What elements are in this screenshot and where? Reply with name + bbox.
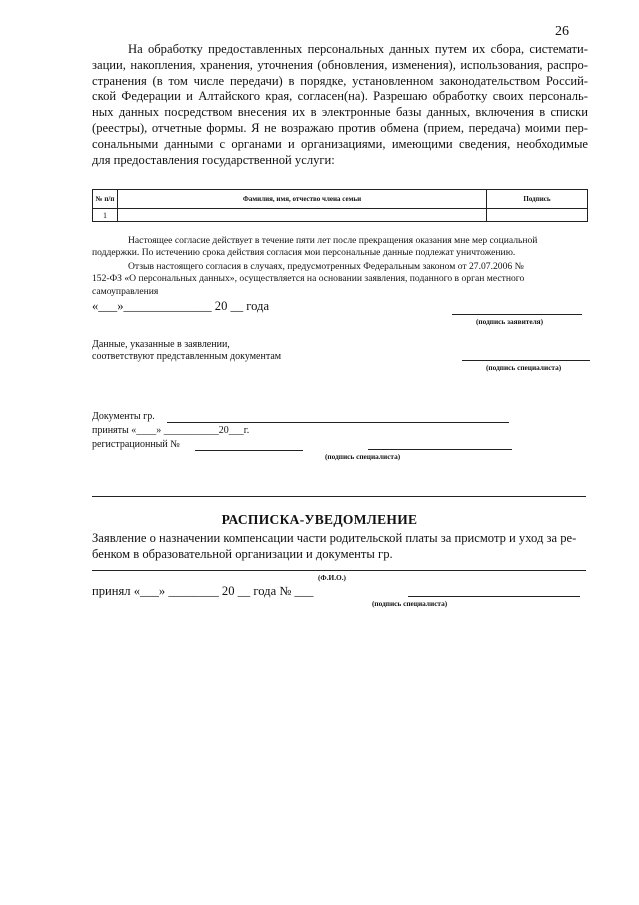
data-match-label (92, 339, 281, 363)
fio-line[interactable] (92, 570, 586, 571)
consent-line: (реестры), отчетные формы. Я не возражаю против обмена (прием, передача) моими пер- (92, 120, 588, 135)
documents-label: Документы гр. (92, 411, 155, 422)
fio-caption: (Ф.И.О.) (318, 573, 346, 582)
signature-cell[interactable] (487, 209, 588, 222)
table-row (93, 209, 588, 222)
receipt-paragraph (92, 530, 588, 562)
table-header-row (93, 190, 588, 209)
revocation-line: Отзыв настоящего согласия в случаях, предусмотренных Федеральным законом от 27.07.2006 № (128, 261, 524, 272)
specialist-signature-line-1[interactable] (462, 360, 590, 361)
separator-line (92, 496, 586, 497)
receipt-title: РАСПИСКА-УВЕДОМЛЕНИЕ (221, 512, 418, 527)
accepted-date-line: приняты «____» ___________20___г. (92, 425, 250, 436)
revocation-line: 152-ФЗ «О персональных данных», осуществляется на основании заявления, поданного в орган местного (92, 273, 525, 285)
page-number: 26 (555, 24, 569, 39)
revocation-paragraph (92, 261, 588, 298)
specialist-signature-caption-2: (подпись специалиста) (325, 452, 401, 461)
registration-label: регистрационный № (92, 439, 180, 450)
data-match-line: соответствуют представленным документам (92, 351, 282, 362)
name-cell[interactable] (118, 209, 487, 222)
consent-paragraph (92, 42, 588, 168)
date-line: «___»______________ 20 __ года (92, 299, 270, 313)
row-number-cell: 1 (93, 209, 118, 222)
consent-line: для предоставления государственной услуги: (92, 152, 335, 167)
consent-line: ской Федерации и Алтайского края, согласен(на). Разрешаю обработку своих персональ- (92, 89, 588, 104)
revocation-line: самоуправления (92, 285, 159, 297)
family-members-table (92, 189, 588, 222)
validity-line: поддержки. По истечению срока действия согласия мои персональные данные подлежат уничтожению. (92, 247, 516, 259)
applicant-signature-caption: (подпись заявителя) (476, 317, 544, 326)
registration-number-line[interactable] (195, 450, 303, 451)
column-header-number: № п/п (93, 190, 118, 209)
consent-line: зации, накопления, хранения, уточнения (обновления, изменения), использования, распро- (92, 57, 588, 72)
receipt-accepted-line: принял «___» ________ 20 __ года № ___ (92, 584, 314, 598)
specialist-signature-line-3[interactable] (408, 596, 580, 597)
validity-paragraph (92, 235, 588, 260)
consent-line: ных данных посредством внесения их в электронные базы данных, включения в списки (92, 105, 588, 120)
column-header-signature: Подпись (487, 190, 588, 209)
specialist-signature-caption-1: (подпись специалиста) (486, 363, 562, 372)
specialist-signature-line-2[interactable] (368, 449, 512, 450)
consent-line: странения (в том числе передачи) в порядке, установленном законодательством Россий- (92, 73, 588, 88)
consent-line: На обработку предоставленных персональных данных путем их сбора, системати- (128, 42, 588, 56)
receipt-line: бенком в образовательной организации и документы гр. (92, 547, 393, 561)
receipt-line: Заявление о назначении компенсации части родительской платы за присмотр и уход за ре- (92, 531, 577, 545)
data-match-line: Данные, указанные в заявлении, (92, 339, 230, 350)
consent-line: сональными данными с органами и организациями, имеющими сведения, необходимые (92, 136, 588, 151)
applicant-signature-line[interactable] (452, 314, 582, 315)
documents-name-line[interactable] (167, 422, 509, 423)
validity-line: Настоящее согласие действует в течение пяти лет после прекращения оказания мне мер социальной (128, 235, 538, 246)
column-header-name: Фамилия, имя, отчество члена семьи (118, 190, 487, 209)
specialist-signature-caption-3: (подпись специалиста) (372, 599, 448, 608)
